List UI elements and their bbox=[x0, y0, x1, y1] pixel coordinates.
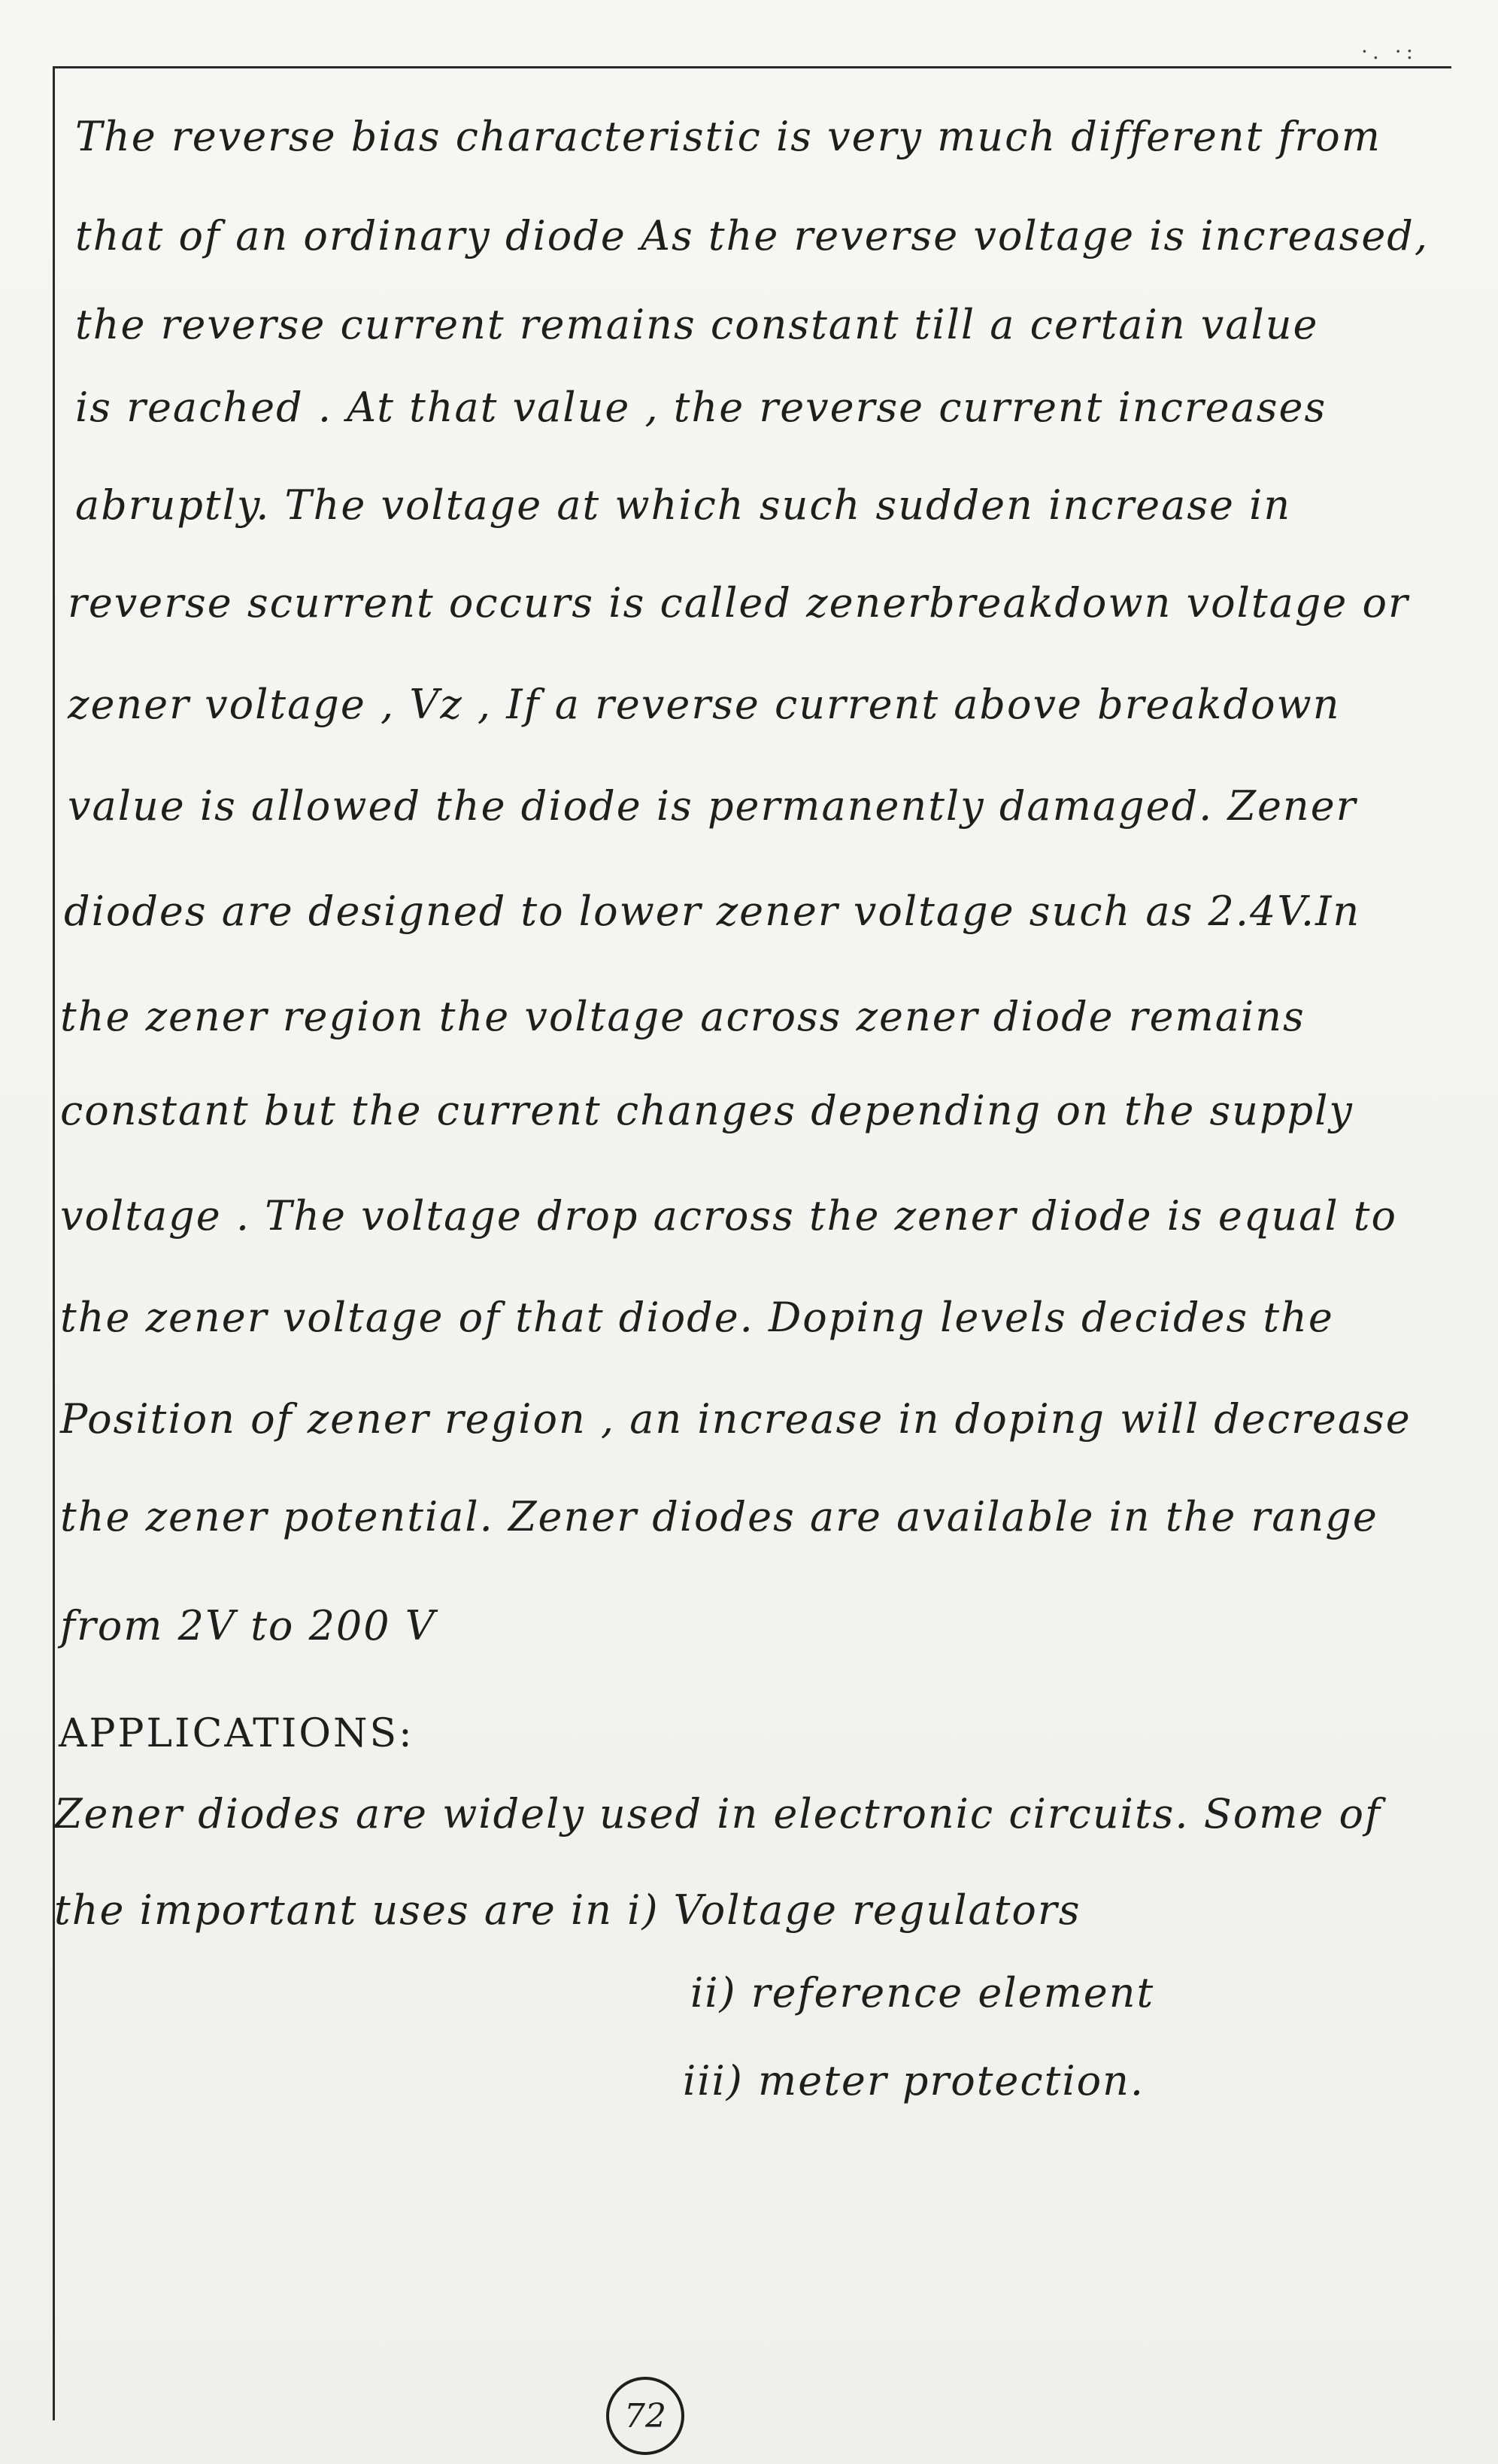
body-line: reverse scurrent occurs is called zenerbreakdown voltage or bbox=[68, 579, 1409, 627]
body-line: abruptly. The voltage at which such sudden increase in bbox=[75, 481, 1292, 529]
corner-marks: ·. ·: bbox=[1361, 39, 1418, 64]
body-line: the reverse current remains constant till a certain value bbox=[75, 301, 1319, 348]
body-line: is reached . At that value , the reverse current increases bbox=[75, 384, 1327, 431]
body-line: the zener region the voltage across zener diode remains bbox=[60, 993, 1305, 1040]
body-line: the zener potential. Zener diodes are available in the range bbox=[60, 1493, 1378, 1540]
body-line: constant but the current changes depending on the supply bbox=[60, 1087, 1354, 1134]
body-line: from 2V to 200 V bbox=[60, 1602, 436, 1649]
body-line: the zener voltage of that diode. Doping levels decides the bbox=[60, 1294, 1334, 1341]
applications-line: Zener diodes are widely used in electronic circuits. Some of bbox=[54, 1790, 1382, 1837]
body-line: that of an ordinary diode As the reverse voltage is increased, bbox=[75, 212, 1430, 259]
body-line: The reverse bias characteristic is very much different from bbox=[75, 113, 1381, 160]
applications-line: the important uses are in i) Voltage regulators bbox=[54, 1886, 1081, 1934]
applications-list-item: iii) meter protection. bbox=[683, 2057, 1145, 2104]
body-line: Position of zener region , an increase in doping will decrease bbox=[60, 1395, 1412, 1443]
section-heading: APPLICATIONS: bbox=[59, 1711, 414, 1756]
body-line: zener voltage , Vz , If a reverse current above breakdown bbox=[68, 681, 1341, 728]
left-margin-line bbox=[53, 66, 55, 2420]
applications-list-item: ii) reference element bbox=[690, 1969, 1155, 2016]
body-line: voltage . The voltage drop across the zener diode is equal to bbox=[60, 1192, 1398, 1240]
body-line: value is allowed the diode is permanently damaged. Zener bbox=[68, 782, 1357, 830]
top-margin-line bbox=[53, 66, 1451, 68]
page-number: 72 bbox=[606, 2377, 684, 2455]
body-line: diodes are designed to lower zener voltage such as 2.4V.In bbox=[64, 888, 1361, 935]
